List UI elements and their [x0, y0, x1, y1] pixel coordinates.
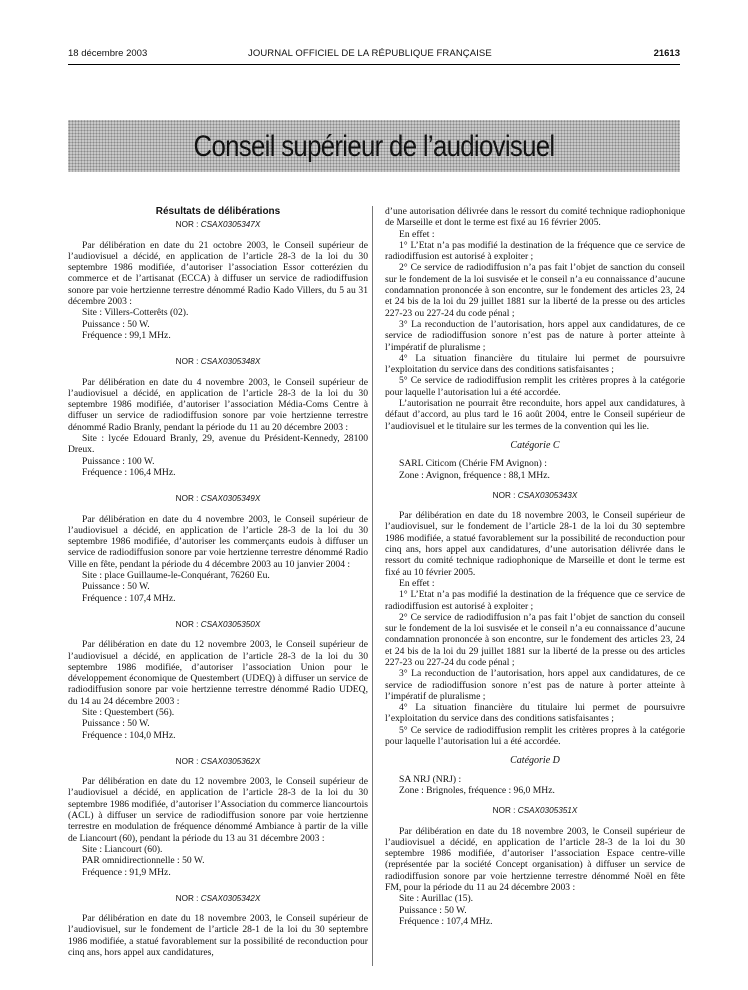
header-page-number: 21613 [653, 48, 680, 59]
frequency-line: Fréquence : 107,4 MHz. [82, 592, 176, 604]
criterion-1: 1° L’Etat n’a pas modifié la destination de la fréquence que ce service de radiodiffusion est autorisé à exploiter ; [385, 589, 685, 612]
frequency-line: Fréquence : 107,4 MHz. [399, 915, 493, 927]
header-rule [68, 64, 680, 65]
nor-reference: NOR : CSAX0305347X [175, 220, 261, 230]
deliberation-text: Par délibération en date du 4 novembre 2003, le Conseil supérieur de l’audiovisuel a décidé, en application de l’article 28-3 de la loi du 30 septembre 1986 modifiée, d’autoriser l’association Média-Coms Centre à diffuser un service de radiodiffusion sonore par voie hertzienne terrestre dénommé Radio Branly, pendant la période du 11 au 20 décembre 2003 : [68, 376, 368, 433]
column-divider [372, 206, 373, 966]
power-line: Puissance : 50 W. [399, 904, 467, 916]
header-date: 18 décembre 2003 [68, 48, 148, 59]
site-line: Site : Questembert (56). [82, 706, 175, 718]
zone-line: Zone : Avignon, fréquence : 88,1 MHz. [399, 469, 550, 481]
frequency-line: Fréquence : 91,9 MHz. [82, 866, 171, 878]
site-line: Site : Aurillac (15). [399, 893, 474, 905]
site-line: Site : place Guillaume-le-Conquérant, 76260 Eu. [82, 570, 270, 582]
operator-line: SARL Citicom (Chérie FM Avignon) : [399, 458, 547, 470]
nor-reference: NOR : CSAX0305342X [175, 893, 261, 903]
en-effet-line: En effet : [399, 577, 435, 589]
page-header [68, 44, 680, 64]
nor-reference: NOR : CSAX0305351X [492, 806, 578, 816]
section-banner [68, 120, 680, 172]
criterion-3: 3° La reconduction de l’autorisation, hors appel aux candidatures, de ce service de radiodiffusion sonore n’est pas de nature à porter atteinte à l’impératif de pluralisme ; [385, 318, 685, 353]
power-line: Puissance : 50 W. [82, 318, 150, 330]
nor-reference: NOR : CSAX0305349X [175, 494, 261, 504]
deliberation-text: Par délibération en date du 12 novembre 2003, le Conseil supérieur de l’audiovisuel a décidé, en application de l’article 28-3 de la loi du 30 septembre 1986 modifiée, d’autoriser l’Association du commerce liancourtois (ACL) à diffuser un service de radiodiffusion sonore par voie hertzienne terrestre en modulation de fréquence dénommé Ambiance à partir de la ville de Liancourt (60), pendant la période du 13 au 31 décembre 2003 : [68, 776, 368, 844]
site-line: Site : lycée Edouard Branly, 29, avenue du Président-Kennedy, 28100 Dreux. [68, 433, 368, 456]
deliberation-text: Par délibération en date du 18 novembre 2003, le Conseil supérieur de l’audiovisuel, sur le fondement de l’article 28-1 de la loi du 30 septembre 1986 modifiée, a statué favorablement sur la possibilité de reconduction pour cinq ans, hors appel aux candidatures, d’une autorisation délivrée dans le ressort du comité technique radiophonique de Marseille et dont le terme est fixé au 10 février 2005. [385, 510, 685, 578]
criterion-3: 3° La reconduction de l’autorisation, hors appel aux candidatures, de ce service de radiodiffusion sonore n’est pas de nature à porter atteinte à l’impératif de pluralisme ; [385, 668, 685, 702]
criterion-2: 2° Ce service de radiodiffusion n’a pas fait l’objet de sanction du conseil sur le fondement de la loi susvisée et le conseil n’a eu connaissance d’aucune condamnation prononcée à son encontre, sur le fondement des articles 23, 24 et 24 bis de la loi du 29 juillet 1881 sur la liberté de la presse ou des articles 227-23 ou 227-24 du code pénal ; [385, 611, 685, 668]
header-journal-title: JOURNAL OFFICIEL DE LA RÉPUBLIQUE FRANÇAISE [248, 48, 492, 59]
continued-text: d’une autorisation délivrée dans le ressort du comité technique radiophonique de Marseille et dont le terme est fixé au 16 février 2005. [385, 206, 685, 229]
left-column [68, 206, 368, 958]
deliberation-text: Par délibération en date du 4 novembre 2003, le Conseil supérieur de l’audiovisuel a décidé, en application de l’article 28-3 de la loi du 30 septembre 1986 modifiée, d’autoriser les commerçants eudois à diffuser un service de radiodiffusion sonore par voie hertzienne terrestre dénommé Radio Ville en fête, pendant la période du 4 décembre 2003 au 10 janvier 2004 : [68, 513, 368, 570]
power-line: PAR omnidirectionnelle : 50 W. [82, 855, 205, 867]
nor-reference: NOR : CSAX0305350X [175, 619, 261, 629]
operator-line: SA NRJ (NRJ) : [399, 773, 462, 785]
nor-reference: NOR : CSAX0305348X [175, 357, 261, 367]
power-line: Puissance : 100 W. [82, 455, 155, 467]
deliberation-text: Par délibération en date du 21 octobre 2003, le Conseil supérieur de l’audiovisuel a décidé, en application de l’article 28-3 de la loi du 30 septembre 1986 modifiée, d’autoriser l’association Essor cotterézien du commerce et de l’artisanat (ECCA) à diffuser un service de radiodiffusion sonore par voie hertzienne terrestre dénommé Radio Kado Villers, du 5 au 31 décembre 2003 : [68, 239, 368, 308]
nor-reference: NOR : CSAX0305343X [492, 490, 578, 500]
criterion-5: 5° Ce service de radiodiffusion remplit les critères propres à la catégorie pour laquelle l’autorisation lui a été accordée. [385, 724, 685, 748]
power-line: Puissance : 50 W. [82, 581, 150, 593]
criterion-1: 1° L’Etat n’a pas modifié la destination de la fréquence que ce service de radiodiffusion est autorisé à exploiter ; [385, 239, 685, 263]
category-heading: Catégorie D [510, 755, 560, 767]
deliberation-text: Par délibération en date du 18 novembre 2003, le Conseil supérieur de l’audiovisuel a décidé, en application de l’article 28-3 de la loi du 30 septembre 1986 modifiée, d’autoriser l’association Espace centre-ville (représentée par la société Concept organisation) à diffuser un service de radiodiffusion sonore par voie hertzienne terrestre dénommé Noël en fête FM, pour la période du 11 au 24 décembre 2003 : [385, 825, 685, 894]
banner-title: Conseil supérieur de l’audiovisuel [193, 130, 555, 163]
nor-reference: NOR : CSAX0305362X [175, 756, 261, 766]
criterion-5: 5° Ce service de radiodiffusion remplit les critères propres à la catégorie pour laquelle l’autorisation lui a été accordée. [385, 375, 685, 398]
section-title: Résultats de délibérations [155, 206, 281, 217]
frequency-line: Fréquence : 99,1 MHz. [82, 329, 171, 341]
right-column [385, 206, 685, 927]
criterion-4: 4° La situation financière du titulaire lui permet de poursuivre l’exploitation du service dans des conditions satisfaisantes ; [385, 702, 685, 725]
criterion-2: 2° Ce service de radiodiffusion n’a pas fait l’objet de sanction du conseil sur le fondement de la loi susvisée et le conseil n’a eu connaissance d’aucune condamnation prononcée à son encontre, sur le fondement des articles 23, 24 et 24 bis de la loi du 29 juillet 1881 sur la liberté de la presse ou des articles 227-23 ou 227-24 du code pénal ; [385, 262, 685, 319]
zone-line: Zone : Brignoles, fréquence : 96,0 MHz. [399, 784, 555, 796]
deliberation-text: Par délibération en date du 12 novembre 2003, le Conseil supérieur de l’audiovisuel a décidé, en application de l’article 28-3 de la loi du 30 septembre 1986 modifiée, d’autoriser l’association Union pour le développement économique de Questembert (UDEQ) à diffuser un service de radiodiffusion sonore par voie hertzienne terrestre dénommé Radio UDEQ, du 14 au 24 décembre 2003 : [68, 639, 368, 707]
deliberation-text: Par délibération en date du 18 novembre 2003, le Conseil supérieur de l’audiovisuel, sur le fondement de l’article 28-1 de la loi du 30 septembre 1986 modifiée, a statué favorablement sur la possibilité de reconduction pour cinq ans, hors appel aux candidatures, [68, 913, 368, 959]
frequency-line: Fréquence : 106,4 MHz. [82, 466, 176, 478]
en-effet-line: En effet : [399, 228, 435, 240]
frequency-line: Fréquence : 104,0 MHz. [82, 729, 176, 741]
site-line: Site : Villers-Cotterêts (02). [82, 307, 189, 319]
power-line: Puissance : 50 W. [82, 718, 150, 730]
criterion-4: 4° La situation financière du titulaire lui permet de poursuivre l’exploitation du service dans des conditions satisfaisantes ; [385, 352, 685, 376]
category-heading: Catégorie C [510, 439, 560, 451]
renewal-condition: L’autorisation ne pourrait être reconduite, hors appel aux candidatures, à défaut d’accord, au plus tard le 16 août 2004, entre le Conseil supérieur de l’audiovisuel et le titulaire sur les termes de la convention qui les lie. [385, 398, 685, 432]
site-line: Site : Liancourt (60). [82, 843, 163, 855]
